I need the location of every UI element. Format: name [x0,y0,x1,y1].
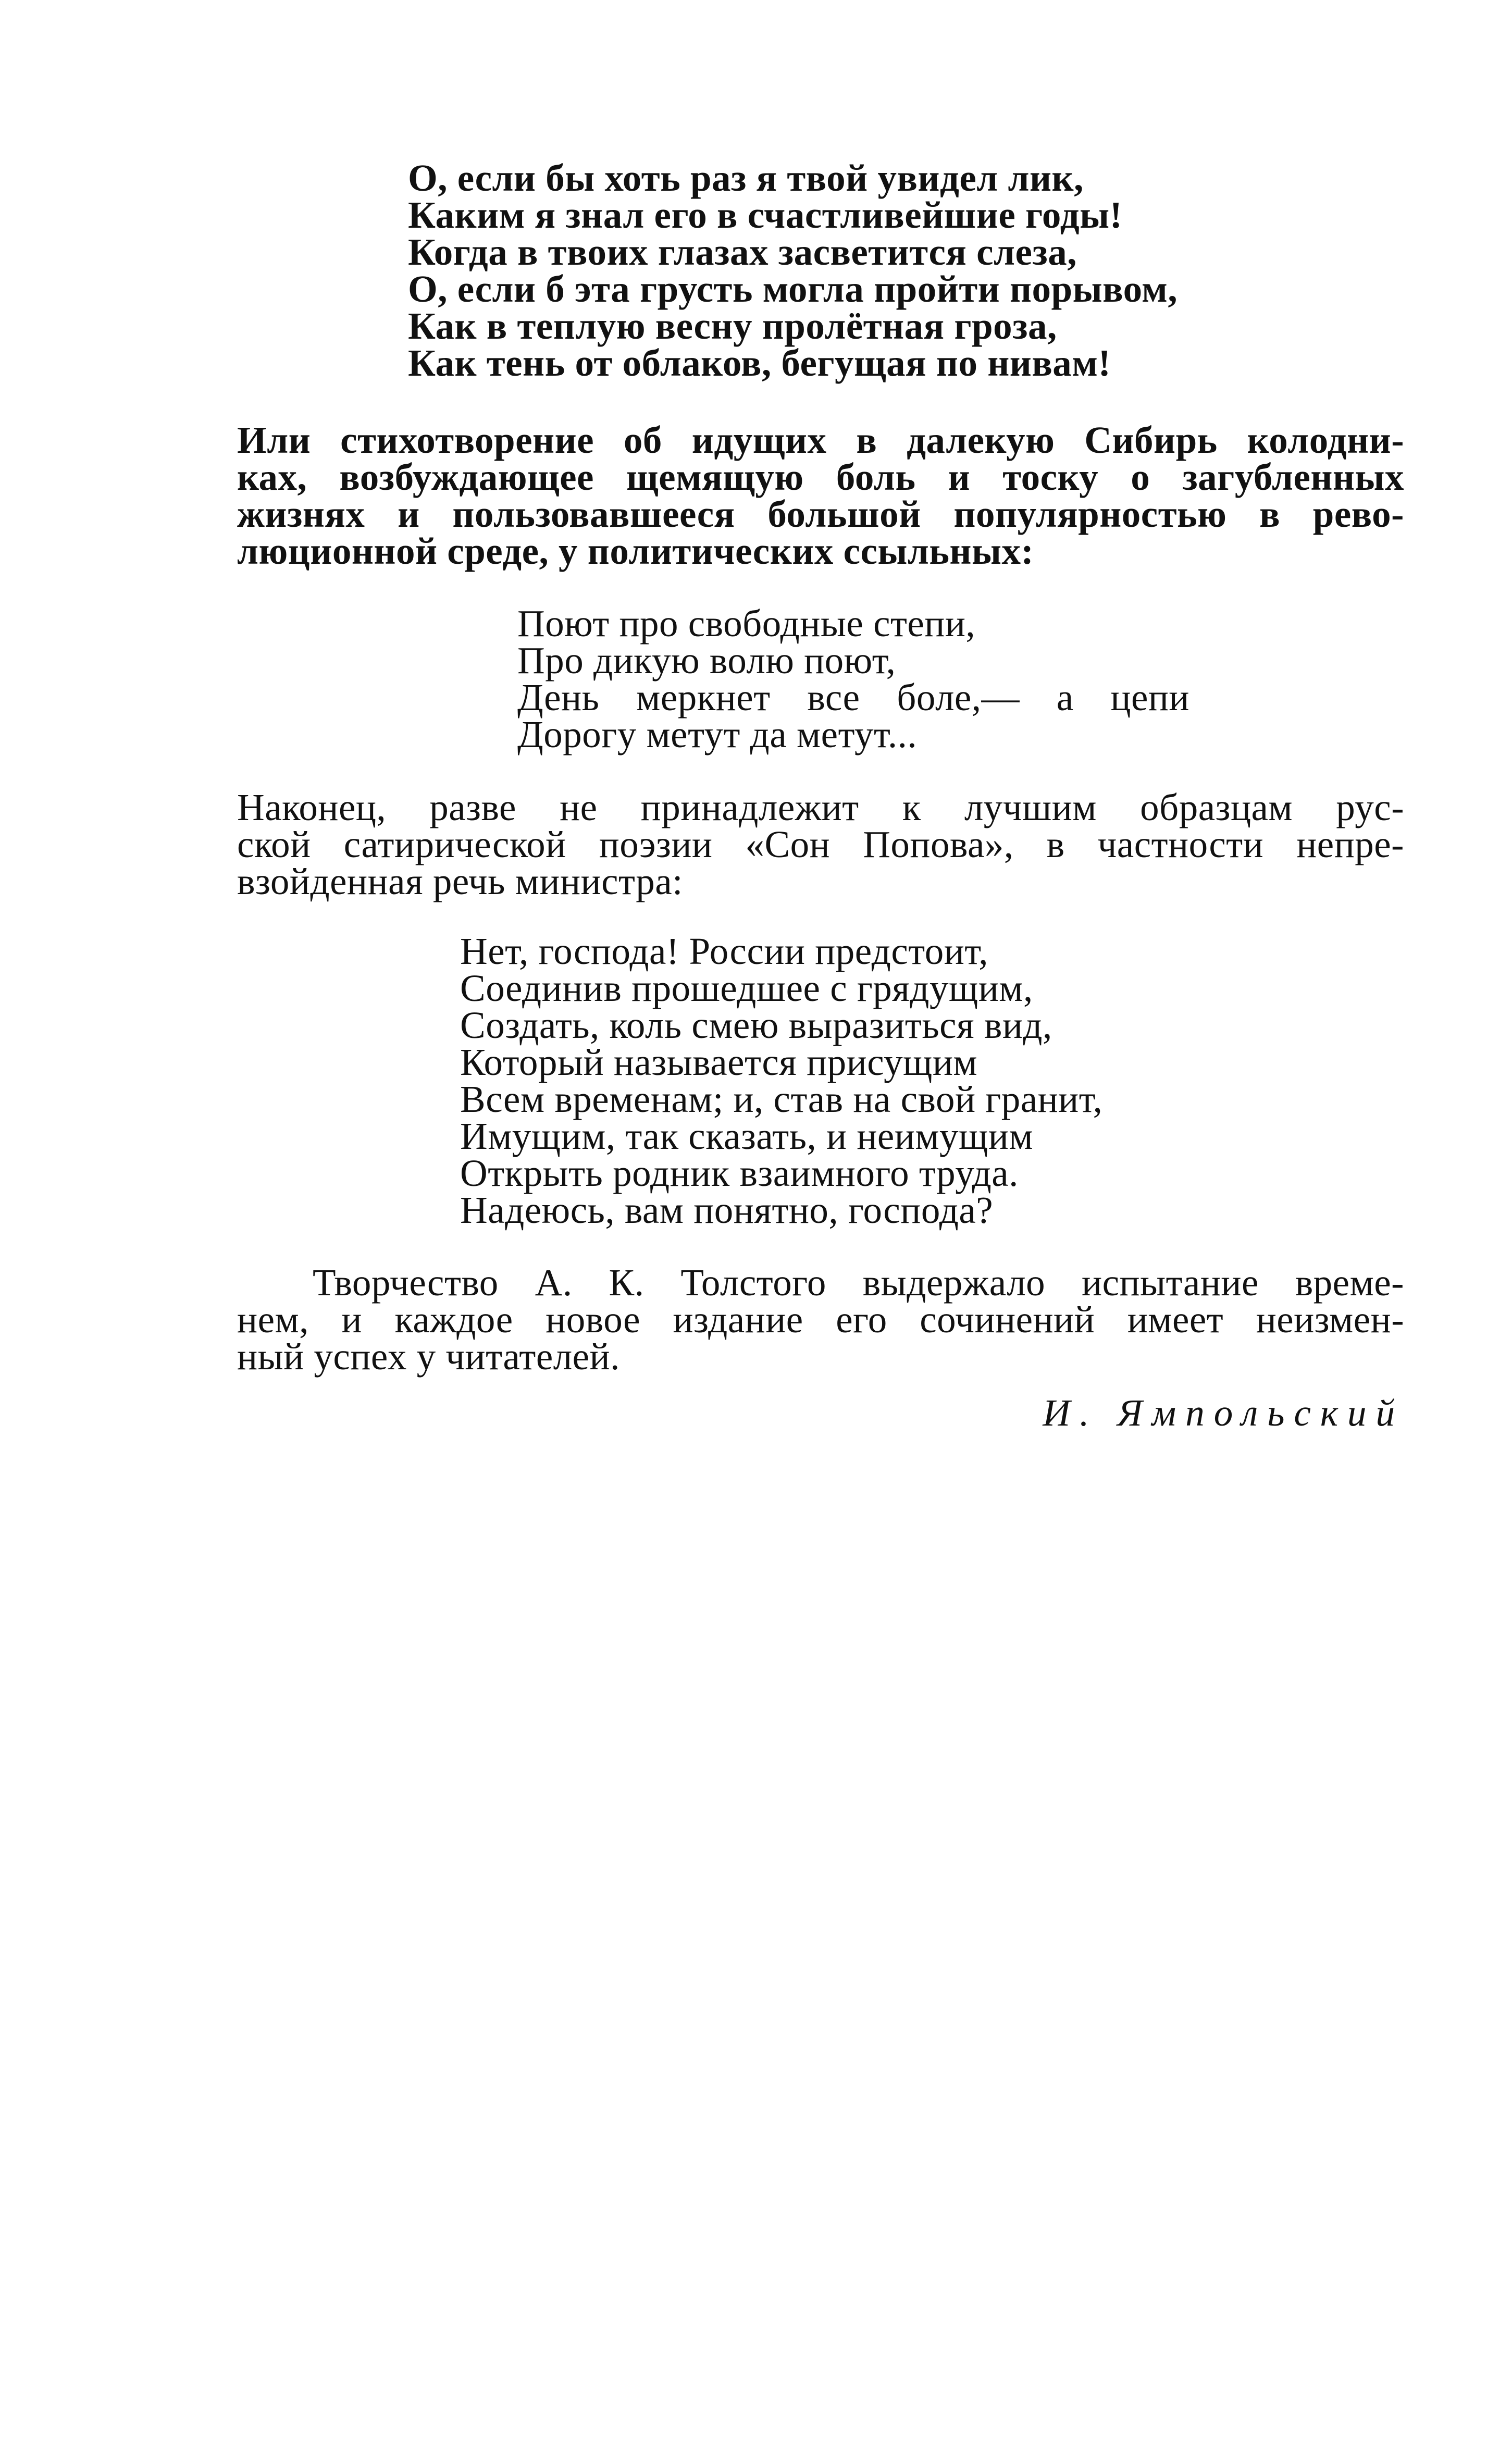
poem-3-line: Создать, коль смею выразиться вид, [460,1004,1052,1046]
poem-1-line: О, если б эта грусть могла пройти порывом, [408,268,1178,310]
poem-1-line: Каким я знал его в счастливейшие годы! [408,194,1123,236]
paragraph-3-line: Творчество А. К. Толстого выдержало испытание време- [313,1261,1404,1304]
poem-1-line: Как в теплую весну пролётная гроза, [408,305,1057,347]
author-signature: И. Ямпольский [1043,1392,1404,1434]
poem-3-line: Всем временам; и, став на свой гранит, [460,1078,1103,1120]
paragraph-3-line: нем, и каждое новое издание его сочинений имеет неизмен- [237,1298,1404,1341]
poem-3-line: Надеюсь, вам понятно, господа? [460,1189,994,1231]
paragraph-1-line: Или стихотворение об идущих в далекую Сибирь колодни- [237,419,1404,461]
poem-3-line: Открыть родник взаимного труда. [460,1152,1019,1194]
poem-1-line: О, если бы хоть раз я твой увидел лик, [408,157,1084,199]
poem-2-line: Поют про свободные степи, [517,602,976,645]
paragraph-1-line: жизнях и пользовавшееся большой популярностью в рево- [237,493,1404,535]
paragraph-1-line: ках, возбуждающее щемящую боль и тоску о загубленных [237,456,1404,498]
paragraph-1-line: люционной среде, у политических ссыльных: [237,530,1034,572]
poem-2-line: Дорогу метут да метут... [517,713,918,756]
paragraph-3-line: ный успех у читателей. [237,1335,620,1378]
poem-3-line: Нет, господа! России предстоит, [460,930,988,972]
poem-3-line: Который называется присущим [460,1041,978,1083]
paragraph-2-line: взойденная речь министра: [237,860,683,902]
poem-1-line: Когда в твоих глазах засветится слеза, [408,231,1077,273]
poem-2-line: День меркнет все боле,— а цепи [517,676,1189,719]
paragraph-2-line: Наконец, разве не принадлежит к лучшим образцам рус- [237,786,1404,828]
poem-3-line: Соединив прошедшее с грядущим, [460,967,1033,1009]
paragraph-2-line: ской сатирической поэзии «Сон Попова», в частности непре- [237,823,1404,865]
poem-2-line: Про дикую волю поют, [517,639,896,682]
poem-3-line: Имущим, так сказать, и неимущим [460,1115,1034,1157]
poem-1-line: Как тень от облаков, бегущая по нивам! [408,342,1111,384]
